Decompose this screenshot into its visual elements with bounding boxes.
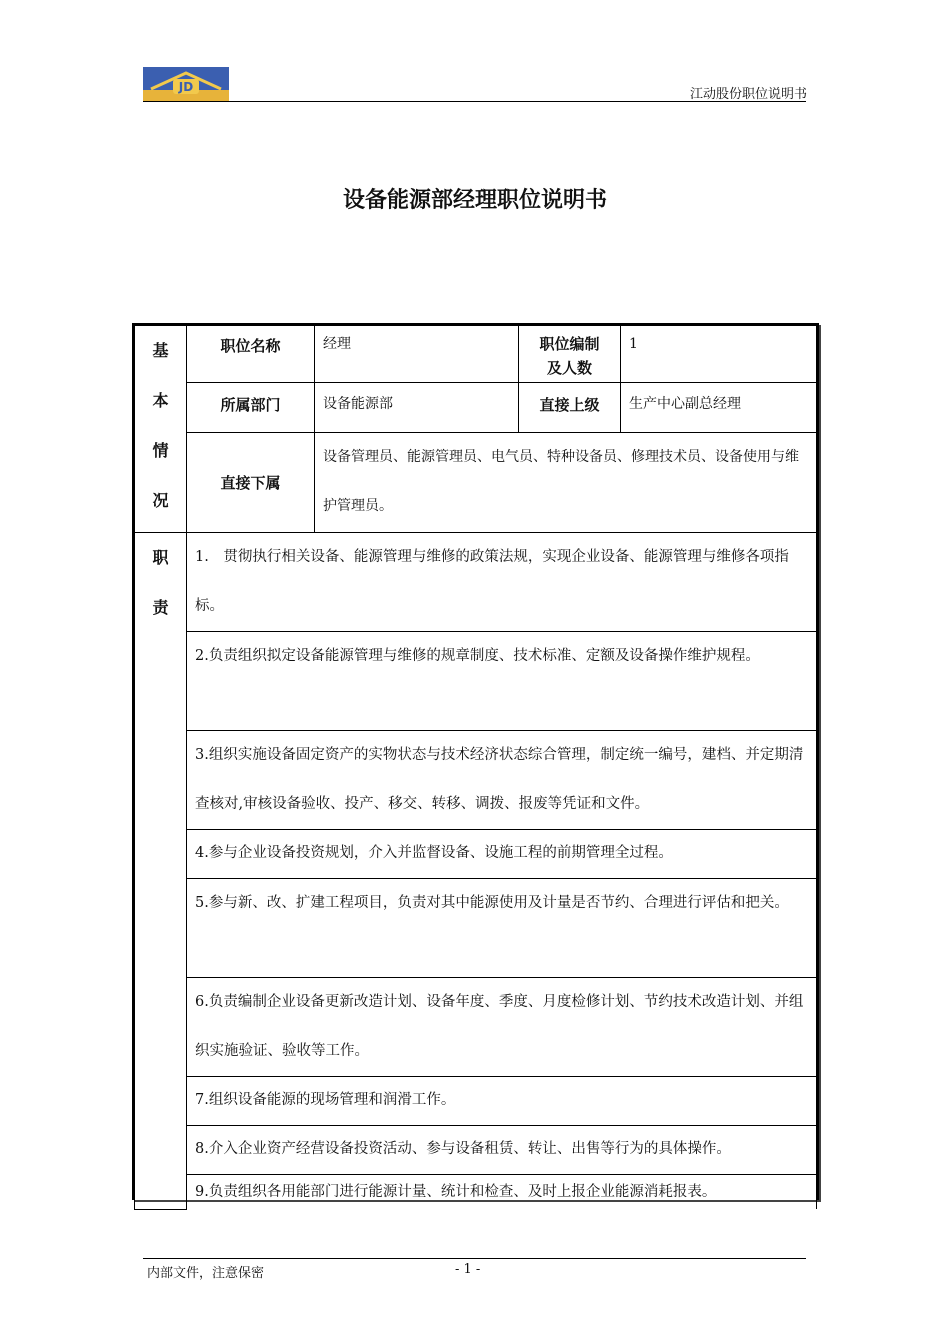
job-description-table [132, 323, 819, 1200]
page-title: 设备能源部经理职位说明书 [342, 188, 607, 213]
duty-item: 4.参与企业设备投资规划，介入并监督设备、设施工程的前期管理全过程。 [187, 830, 817, 879]
header-doc-title: 江动股份职位说明书 [689, 87, 807, 102]
department-label: 所属部门 [187, 383, 315, 433]
supervisor-value: 生产中心副总经理 [621, 383, 817, 433]
duty-item: 6.负责编制企业设备更新改造计划、设备年度、季度、月度检修计划、节约技术改造计划、并组织实施验证、验收等工作。 [187, 978, 817, 1077]
duty-item: 9.负责组织各用能部门进行能源计量、统计和检查、及时上报企业能源消耗报表。 [187, 1175, 817, 1210]
duty-item: 3.组织实施设备固定资产的实物状态与技术经济状态综合管理，制定统一编号，建档、并定期清查核对,审核设备验收、投产、移交、转移、调拨、报废等凭证和文件。 [187, 731, 817, 830]
basic-section-label: 基 本 情 况 [135, 326, 187, 533]
subordinates-label: 直接下属 [187, 433, 315, 533]
page-number: - 1 - [455, 1262, 481, 1277]
duty-item: 1. 贯彻执行相关设备、能源管理与维修的政策法规，实现企业设备、能源管理与维修各项指标。 [187, 533, 817, 632]
headcount-label: 职位编制 及人数 [519, 326, 621, 383]
department-value: 设备能源部 [315, 383, 519, 433]
duty-item: 5.参与新、改、扩建工程项目，负责对其中能源使用及计量是否节约、合理进行评估和把关。 [187, 879, 817, 978]
duties-section-label: 职 责 [135, 533, 187, 1210]
subordinates-value: 设备管理员、能源管理员、电气员、特种设备员、修理技术员、设备使用与维护管理员。 [315, 433, 817, 533]
logo-text: JD [178, 80, 194, 94]
duty-item: 8.介入企业资产经营设备投资活动、参与设备租赁、转让、出售等行为的具体操作。 [187, 1126, 817, 1175]
footer-confidential-note: 内部文件，注意保密 [147, 1266, 265, 1281]
supervisor-label: 直接上级 [519, 383, 621, 433]
header-rule [143, 101, 806, 102]
headcount-value: 1 [621, 326, 817, 383]
duty-item: 7.组织设备能源的现场管理和润滑工作。 [187, 1077, 817, 1126]
position-name-label: 职位名称 [187, 326, 315, 383]
footer-rule [143, 1258, 806, 1259]
company-logo [143, 67, 229, 102]
position-name-value: 经理 [315, 326, 519, 383]
duty-item: 2.负责组织拟定设备能源管理与维修的规章制度、技术标准、定额及设备操作维护规程。 [187, 632, 817, 731]
